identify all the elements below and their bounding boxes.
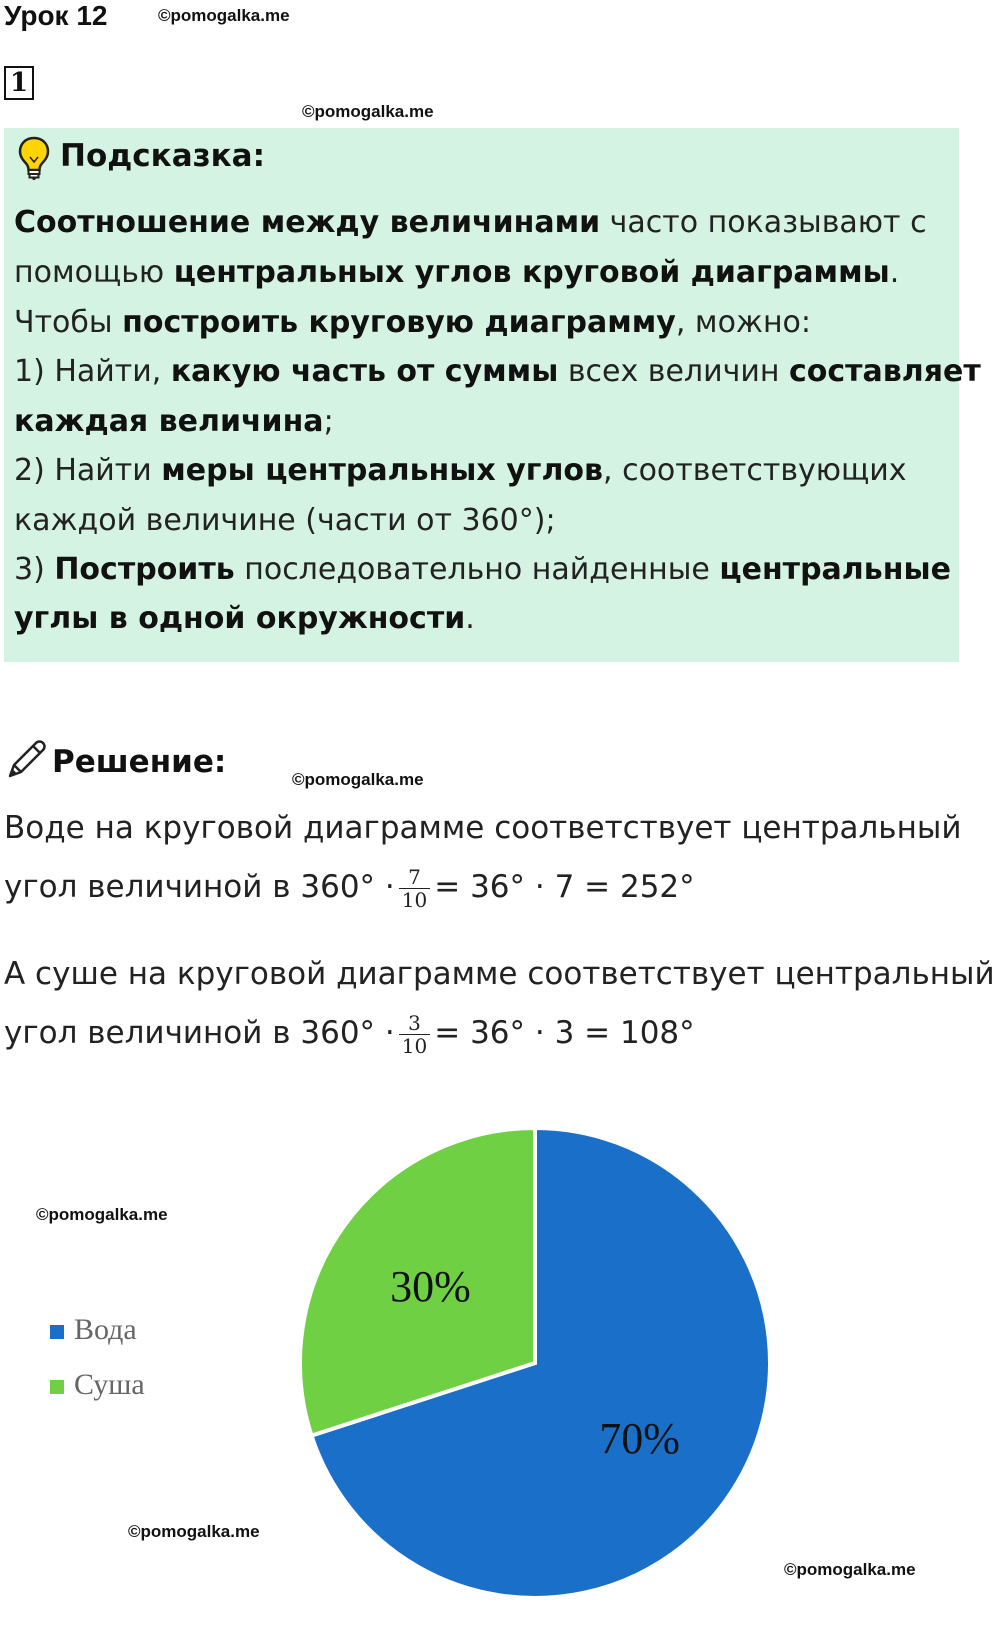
watermark: ©pomogalka.me bbox=[302, 102, 434, 121]
hint-emphasis: центральных углов круговой диаграммы bbox=[173, 255, 890, 290]
hint-text-fragment: , можно: bbox=[675, 305, 812, 340]
lesson-title: Урок 12 bbox=[4, 0, 108, 31]
hint-emphasis: центральные bbox=[719, 552, 951, 587]
hint-text-fragment: помощью bbox=[14, 255, 174, 290]
hint-text-fragment: , соответствующих bbox=[603, 453, 907, 488]
solution-line: Воде на круговой диаграмме соответствует центральный bbox=[4, 810, 962, 846]
formula-text: угол величиной в 360° · bbox=[4, 869, 395, 905]
hint-emphasis: каждая величина bbox=[14, 404, 324, 439]
fraction bbox=[399, 1012, 430, 1057]
solution-formula bbox=[4, 1012, 695, 1057]
legend-label: Суша bbox=[74, 1368, 145, 1401]
legend-label: Вода bbox=[74, 1313, 137, 1346]
pie-data-label: 70% bbox=[599, 1413, 680, 1463]
hint-line bbox=[14, 305, 811, 340]
watermark: ©pomogalka.me bbox=[158, 6, 290, 25]
formula-text: угол величиной в 360° · bbox=[4, 1015, 395, 1051]
hint-line bbox=[14, 552, 951, 587]
pie-data-label: 30% bbox=[390, 1262, 471, 1312]
solution-title: Решение: bbox=[52, 744, 227, 780]
formula-result: = 36° · 7 = 252° bbox=[434, 869, 695, 905]
watermark: ©pomogalka.me bbox=[36, 1205, 168, 1224]
formula-result: = 36° · 3 = 108° bbox=[434, 1015, 695, 1051]
fraction-numerator: 3 bbox=[399, 1012, 430, 1035]
watermark: ©pomogalka.me bbox=[292, 770, 424, 789]
legend-swatch bbox=[50, 1380, 64, 1394]
hint-emphasis: Соотношение между величинами bbox=[14, 205, 601, 240]
hint-line bbox=[14, 503, 556, 538]
hint-emphasis: какую часть от суммы bbox=[170, 354, 559, 389]
watermark: ©pomogalka.me bbox=[784, 1560, 916, 1579]
lightbulb-icon bbox=[16, 135, 52, 181]
hint-line bbox=[14, 453, 907, 488]
hint-text-fragment: последовательно найденные bbox=[234, 552, 720, 587]
hint-line bbox=[14, 354, 981, 389]
solution-formula bbox=[4, 866, 695, 911]
hint-emphasis: составляет bbox=[788, 354, 981, 389]
hint-line bbox=[14, 255, 899, 290]
hint-text-fragment: каждой величине (части от 360°); bbox=[14, 503, 556, 538]
hint-line bbox=[14, 601, 475, 636]
hint-text-fragment: . bbox=[465, 601, 475, 636]
hint-emphasis: углы в одной окружности bbox=[14, 601, 466, 636]
hint-text-fragment: . bbox=[889, 255, 900, 290]
legend-item bbox=[50, 1368, 145, 1402]
hint-line bbox=[14, 404, 334, 439]
hint-text-fragment: 1) Найти, bbox=[14, 354, 171, 389]
hint-emphasis: меры центральных углов bbox=[161, 453, 604, 488]
fraction-denominator: 10 bbox=[401, 1034, 428, 1058]
hint-text-fragment: всех величин bbox=[558, 354, 789, 389]
hint-text-fragment: 3) bbox=[14, 552, 55, 587]
fraction-numerator: 7 bbox=[399, 866, 430, 889]
watermark: ©pomogalka.me bbox=[128, 1522, 260, 1541]
task-number: 1 bbox=[4, 66, 34, 100]
legend-swatch bbox=[50, 1325, 64, 1339]
hint-emphasis: Построить bbox=[54, 552, 235, 587]
hint-text-fragment: Чтобы bbox=[14, 305, 123, 340]
pie-chart bbox=[300, 1128, 810, 1628]
legend-item bbox=[50, 1313, 137, 1347]
hint-line bbox=[14, 205, 927, 240]
hint-title: Подсказка: bbox=[60, 138, 265, 174]
hint-emphasis: построить круговую диаграмму bbox=[122, 305, 676, 340]
fraction-denominator: 10 bbox=[401, 888, 428, 912]
solution-line: А суше на круговой диаграмме соответствует центральный bbox=[4, 956, 995, 992]
pencil-icon bbox=[6, 738, 48, 780]
hint-text-fragment: 2) Найти bbox=[14, 453, 162, 488]
fraction bbox=[399, 866, 430, 911]
hint-text-fragment: ; bbox=[323, 404, 334, 439]
hint-text-fragment: часто показывают с bbox=[600, 205, 927, 240]
